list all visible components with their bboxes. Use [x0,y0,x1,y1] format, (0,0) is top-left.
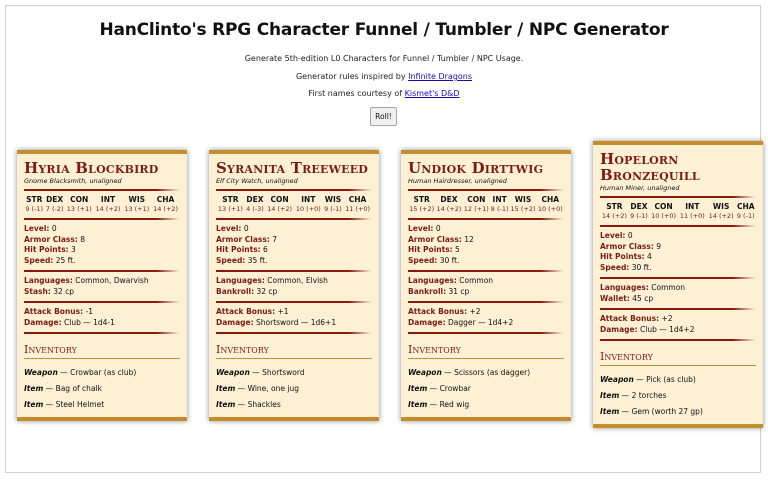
divider [408,270,564,272]
ability-scores-table [600,202,756,221]
stat-value: 13 (+1) [66,205,92,213]
stat-value: 14 (+2) [267,205,293,213]
divider [24,218,180,220]
money-row-label: Bankroll: [216,286,255,296]
divider [216,332,372,334]
divider [600,196,756,198]
damage-row-value: Club — 1d4+2 [640,324,695,334]
dash: — [235,384,248,393]
character-card [209,150,379,421]
speed-row [24,256,180,267]
rules-credit-text: Generator rules inspired by [295,72,409,81]
money-row-label: Wallet: [600,293,630,303]
level-row [408,224,564,235]
divider [408,301,564,303]
character-name: Undiok Dirttwig [408,159,544,177]
character-subtitle: Human Hairdresser, unaligned [408,177,507,185]
names-credit [0,89,768,98]
money-row [216,287,372,298]
divider [600,225,756,227]
divider [216,301,372,303]
stat-value: 12 (+1) [463,205,489,213]
hit-points-row [408,245,564,256]
stat-header: DEX [46,195,64,204]
stat-header: WIS [128,195,146,204]
divider [216,189,372,191]
attack-bonus-row-value: +1 [277,307,289,316]
divider [24,301,180,303]
stat-value: 11 (+0) [345,205,371,213]
money-row-label: Stash: [24,286,51,296]
item-value: Shackles [247,400,281,409]
ability-scores-table [24,195,180,214]
inventory-weapon [600,372,756,388]
speed-row-label: Speed: [408,255,438,265]
money-row [600,294,756,305]
stat-header: INT [685,202,700,211]
stat-value: 9 (-1) [25,205,44,213]
item-label: Item [408,384,428,393]
damage-row-label: Damage: [600,324,638,334]
infinite-dragons-link[interactable]: Infinite Dragons [408,72,473,81]
stat-header: DEX [440,195,458,204]
damage-row-label: Damage: [216,317,254,327]
stat-value: 11 (+0) [679,212,705,220]
character-card [401,150,571,421]
divider [24,332,180,334]
divider [600,339,756,341]
item-label: Item [24,384,44,393]
character-card [593,141,763,428]
languages-row-label: Languages: [600,283,649,292]
languages-row-value: Common [651,283,686,292]
dash: — [619,391,632,400]
stat-value: 15 (+2) [409,205,435,213]
divider [24,270,180,272]
stat-value: 14 (+2) [153,205,179,213]
attack-bonus-row [408,307,564,318]
stat-header: INT [301,195,316,204]
stat-value: 15 (+2) [510,205,536,213]
stat-value: 13 (+1) [124,205,150,213]
character-name: Syranita Treeweed [216,159,369,177]
damage-row [408,318,564,329]
hit-points-row [600,252,756,263]
divider [600,308,756,310]
hit-points-row-label: Hit Points: [600,252,645,261]
level-row-value: 0 [435,224,441,233]
damage-row [24,318,180,329]
stat-value: 10 (+0) [295,205,321,213]
item-value: Gem (worth 27 gp) [631,407,703,416]
names-credit-text: First names courtesy of [308,89,405,98]
attack-bonus-row-label: Attack Bonus: [24,307,84,316]
inventory-item [24,381,180,397]
hit-points-row-label: Hit Points: [216,245,261,254]
item-value: Crowbar [439,384,471,393]
character-name: Hopelorn Bronzequill [600,150,700,184]
divider [24,189,180,191]
money-row-value: 32 cp [256,286,278,296]
item-label: Item [216,384,236,393]
hit-points-row-label: Hit Points: [24,245,69,254]
ability-scores-table [216,195,372,214]
page-title: HanClinto's RPG Character Funnel / Tumbler / NPC Generator [99,20,669,40]
languages-row-value: Common, Dwarvish [75,276,149,285]
speed-row-label: Speed: [24,255,54,265]
page-subtitle: Generate 5th-edition L0 Characters for Funnel / Tumbler / NPC Usage. [244,54,524,63]
weapon-label: Weapon [408,368,442,377]
armor-class-row-label: Armor Class: [408,234,462,244]
dash: — [43,400,56,409]
inventory-weapon [408,365,564,381]
dash: — [427,384,440,393]
level-row-value: 0 [243,224,249,233]
attack-bonus-row-value: +2 [469,307,481,316]
inventory-item [24,397,180,413]
money-row [408,287,564,298]
stat-header: CON [654,202,673,211]
stat-header: WIS [514,195,532,204]
stat-value: 14 (+2) [436,205,462,213]
dash: — [633,375,647,384]
inventory-weapon [24,365,180,381]
languages-row [600,283,756,294]
stat-header: WIS [324,195,342,204]
item-label: Item [600,391,620,400]
divider [216,218,372,220]
speed-row-value: 35 ft. [247,255,268,265]
attack-bonus-row [24,307,180,318]
money-row-value: 45 cp [632,293,654,303]
languages-row [216,276,372,287]
armor-class-row-value: 8 [80,234,86,244]
item-label: Item [216,400,236,409]
attack-bonus-row [216,307,372,318]
attack-bonus-row-label: Attack Bonus: [408,307,468,316]
level-row [24,224,180,235]
dash: — [57,368,71,377]
hit-points-row-value: 5 [455,245,460,254]
rules-credit [0,72,768,81]
armor-class-row-value: 7 [272,234,278,244]
armor-class-row-value: 12 [464,234,474,244]
character-card [17,150,187,421]
weapon-label: Weapon [216,368,250,377]
speed-row [216,256,372,267]
money-row [24,287,180,298]
languages-row-value: Common, Elvish [267,276,328,285]
stat-value: 10 (+0) [537,205,563,213]
damage-row-label: Damage: [408,317,446,327]
speed-row-value: 25 ft. [55,255,76,265]
level-row [216,224,372,235]
languages-row-label: Languages: [216,276,265,285]
stat-value: 9 (-1) [324,205,342,213]
attack-bonus-row-label: Attack Bonus: [600,314,660,323]
kismet-link[interactable]: Kismet's D&D [404,89,460,98]
inventory-list [600,372,756,420]
damage-row [216,318,372,329]
hit-points-row [216,245,372,256]
speed-row [408,256,564,267]
stat-header: DEX [630,202,648,211]
roll-button[interactable]: Roll! [370,107,397,126]
languages-row-label: Languages: [24,276,73,285]
speed-row-label: Speed: [216,255,246,265]
inventory-list [24,365,180,413]
stat-value: 14 (+2) [601,212,627,220]
languages-row-label: Languages: [408,276,457,285]
character-subtitle: Elf City Watch, unaligned [216,177,298,185]
stat-header: WIS [712,202,730,211]
hit-points-row-label: Hit Points: [408,245,453,254]
dash: — [235,400,248,409]
stat-value: 9 (-1) [736,212,755,220]
stat-header: STR [26,195,43,204]
divider [408,189,564,191]
inventory-item [216,397,372,413]
armor-class-row [408,235,564,246]
stat-value: 4 (-3) [246,205,264,213]
speed-row-label: Speed: [600,262,630,272]
money-row-value: 31 cp [448,286,470,296]
level-row [600,231,756,242]
armor-class-row-label: Armor Class: [216,234,270,244]
attack-bonus-row-value: +2 [661,314,673,323]
dash: — [43,384,56,393]
divider [408,218,564,220]
dash: — [619,407,632,416]
weapon-value: Scissors (as dagger) [454,368,531,377]
armor-class-row [24,235,180,246]
armor-class-row [216,235,372,246]
inventory-item [600,388,756,404]
inventory-heading: Inventory [24,343,180,359]
level-row-label: Level: [216,224,242,233]
item-value: 2 torches [631,391,667,400]
stat-header: STR [222,195,239,204]
stat-header: CON [467,195,486,204]
inventory-list [216,365,372,413]
languages-row [24,276,180,287]
item-value: Wine, one jug [247,384,299,393]
damage-row-value: Dagger — 1d4+2 [448,317,514,327]
stat-header: STR [606,202,623,211]
stat-value: 13 (+1) [217,205,243,213]
languages-row-value: Common [459,276,494,285]
inventory-list [408,365,564,413]
inventory-item [216,381,372,397]
speed-row [600,263,756,274]
damage-row-value: Club — 1d4-1 [64,317,115,327]
level-row-value: 0 [51,224,57,233]
stat-header: STR [413,195,430,204]
item-value: Red wig [439,400,470,409]
stat-value: 10 (+0) [651,212,677,220]
divider [600,277,756,279]
damage-row-value: Shortsword — 1d6+1 [256,317,337,327]
item-label: Item [24,400,44,409]
attack-bonus-row-value: -1 [85,307,93,316]
level-row-label: Level: [408,224,434,233]
stat-value: 7 (-2) [45,205,64,213]
damage-row-label: Damage: [24,317,62,327]
inventory-heading: Inventory [600,350,756,366]
divider [216,270,372,272]
dash: — [441,368,455,377]
inventory-heading: Inventory [408,343,564,359]
stat-header: CHA [348,195,367,204]
level-row-label: Level: [600,231,626,240]
item-label: Item [408,400,428,409]
hit-points-row-value: 4 [647,252,652,261]
inventory-item [408,397,564,413]
inventory-item [408,381,564,397]
armor-class-row-label: Armor Class: [600,241,654,251]
stat-header: CHA [736,202,755,211]
weapon-label: Weapon [600,375,634,384]
inventory-heading: Inventory [216,343,372,359]
stat-header: CHA [156,195,175,204]
character-name: Hyria Blockbird [24,159,159,177]
stat-value: 8 (-1) [490,205,509,213]
speed-row-value: 30 ft. [439,255,460,265]
character-subtitle: Gnome Blacksmith, unaligned [24,177,122,185]
hit-points-row-value: 3 [71,245,76,254]
armor-class-row-label: Armor Class: [24,234,78,244]
stat-header: DEX [246,195,264,204]
stat-header: CON [270,195,289,204]
dash: — [427,400,440,409]
attack-bonus-row-label: Attack Bonus: [216,307,276,316]
item-value: Bag of chalk [55,384,102,393]
hit-points-row [24,245,180,256]
weapon-value: Pick (as club) [646,375,696,384]
armor-class-row [600,242,756,253]
stat-header: INT [100,195,116,204]
stat-value: 14 (+2) [95,205,121,213]
item-label: Item [600,407,620,416]
inventory-item [600,404,756,420]
level-row-value: 0 [627,231,633,240]
divider [408,332,564,334]
hit-points-row-value: 6 [263,245,268,254]
ability-scores-table [408,195,564,214]
stat-value: 14 (+2) [708,212,734,220]
speed-row-value: 30 ft. [631,262,652,272]
item-value: Steel Helmet [55,400,105,409]
weapon-value: Shortsword [262,368,305,377]
stat-header: INT [492,195,507,204]
money-row-value: 32 cp [53,286,75,296]
weapon-value: Crowbar (as club) [70,368,137,377]
attack-bonus-row [600,314,756,325]
stat-value: 9 (-1) [630,212,648,220]
level-row-label: Level: [24,224,50,233]
dash: — [249,368,263,377]
stat-header: CHA [541,195,560,204]
languages-row [408,276,564,287]
damage-row [600,325,756,336]
character-subtitle: Human Miner, unaligned [600,184,680,192]
inventory-weapon [216,365,372,381]
weapon-label: Weapon [24,368,58,377]
money-row-label: Bankroll: [408,286,447,296]
stat-header: CON [70,195,89,204]
armor-class-row-value: 9 [656,241,662,251]
